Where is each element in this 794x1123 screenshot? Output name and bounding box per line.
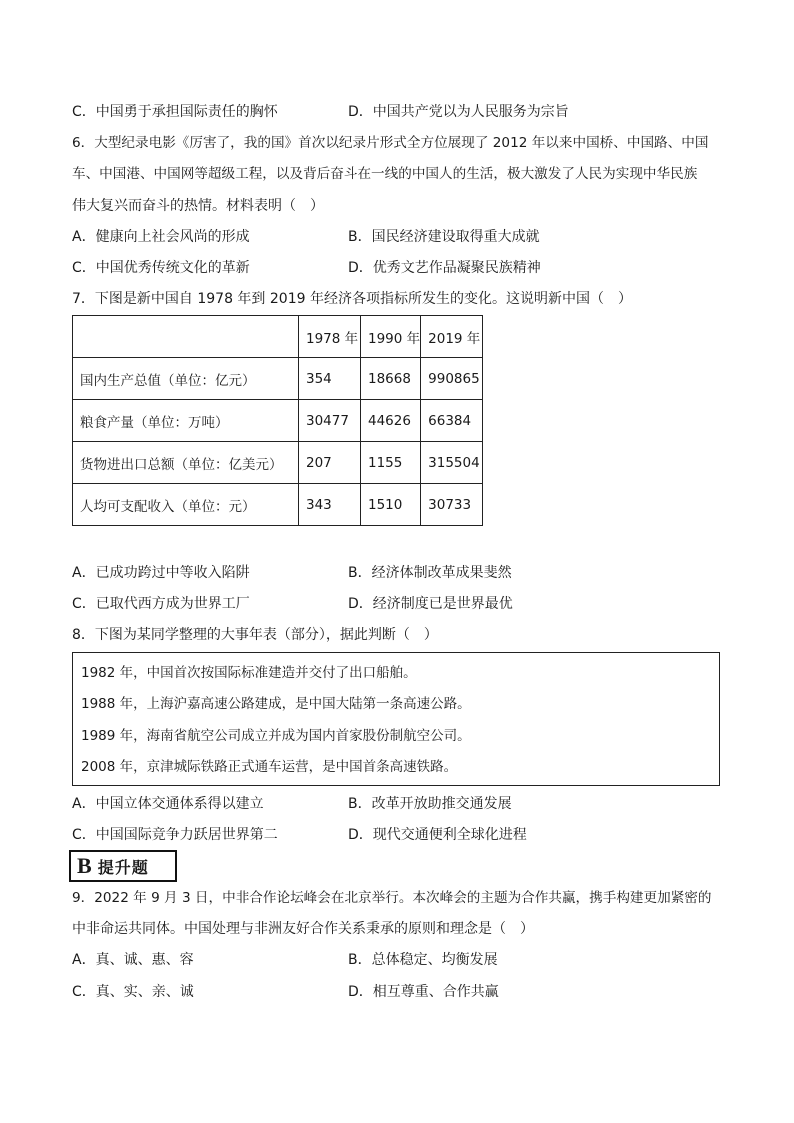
q6-stem-line3: 伟大复兴而奋斗的热情。材料表明（ ） xyxy=(72,198,324,214)
table-cell: 207 xyxy=(299,442,361,484)
section-b-badge xyxy=(69,850,177,882)
q7-option-d: D．经济制度已是世界最优 xyxy=(348,596,513,612)
q9-option-c: C．真、实、亲、诚 xyxy=(72,984,194,1000)
q8-stem: 8．下图为某同学整理的大事年表（部分），据此判断（ ） xyxy=(72,627,438,643)
table-header-cell: 1978 年 xyxy=(299,316,361,358)
timeline-box xyxy=(72,652,720,786)
table-header-row xyxy=(73,316,483,358)
table-cell: 货物进出口总额（单位：亿美元） xyxy=(73,442,299,484)
table-cell: 粮食产量（单位：万吨） xyxy=(73,400,299,442)
timeline-event: 1989 年，海南省航空公司成立并成为国内首家股份制航空公司。 xyxy=(81,728,471,744)
q9-option-b: B．总体稳定、均衡发展 xyxy=(348,952,498,968)
q5-option-d: D．中国共产党以为人民服务为宗旨 xyxy=(348,104,569,120)
q7-stem: 7．下图是新中国自 1978 年到 2019 年经济各项指标所发生的变化。这说明新中国（ ） xyxy=(72,291,632,307)
q8-option-d: D．现代交通便利全球化进程 xyxy=(348,827,527,843)
table-cell: 315504 xyxy=(421,442,483,484)
table-cell: 国内生产总值（单位：亿元） xyxy=(73,358,299,400)
q8-option-b: B．改革开放助推交通发展 xyxy=(348,796,512,812)
q6-stem-line2: 车、中国港、中国网等超级工程，以及背后奋斗在一线的中国人的生活，极大激发了人民为实现中华民族 xyxy=(72,166,698,182)
table-cell: 30477 xyxy=(299,400,361,442)
economic-indicators-table xyxy=(72,315,483,526)
q6-option-a: A．健康向上社会风尚的形成 xyxy=(72,229,250,245)
table-cell: 44626 xyxy=(361,400,421,442)
table-cell: 30733 xyxy=(421,484,483,526)
section-b-label: 提升题 xyxy=(97,857,149,877)
table-cell: 人均可支配收入（单位：元） xyxy=(73,484,299,526)
q6-option-c: C．中国优秀传统文化的革新 xyxy=(72,260,250,276)
table-cell: 354 xyxy=(299,358,361,400)
q9-stem-line2: 中非命运共同体。中国处理与非洲友好合作关系秉承的原则和理念是（ ） xyxy=(72,921,534,937)
table-cell: 343 xyxy=(299,484,361,526)
table-row xyxy=(73,484,483,526)
table-header-cell: 1990 年 xyxy=(361,316,421,358)
table-row xyxy=(73,358,483,400)
q6-option-b: B．国民经济建设取得重大成就 xyxy=(348,229,540,245)
q9-option-d: D．相互尊重、合作共赢 xyxy=(348,984,499,1000)
table-header-cell xyxy=(73,316,299,358)
table-cell: 66384 xyxy=(421,400,483,442)
q5-option-c: C．中国勇于承担国际责任的胸怀 xyxy=(72,104,278,120)
q6-option-d: D．优秀文艺作品凝聚民族精神 xyxy=(348,260,541,276)
table-cell: 1510 xyxy=(361,484,421,526)
timeline-event: 1982 年，中国首次按国际标准建造并交付了出口船舶。 xyxy=(81,665,417,681)
q9-option-a: A．真、诚、惠、容 xyxy=(72,952,194,968)
timeline-event: 2008 年，京津城际铁路正式通车运营，是中国首条高速铁路。 xyxy=(81,759,458,775)
q7-option-b: B．经济体制改革成果斐然 xyxy=(348,565,512,581)
table-cell: 990865 xyxy=(421,358,483,400)
table-row xyxy=(73,442,483,484)
table-header-cell: 2019 年 xyxy=(421,316,483,358)
q8-option-a: A．中国立体交通体系得以建立 xyxy=(72,796,264,812)
table-cell: 18668 xyxy=(361,358,421,400)
q8-option-c: C．中国国际竞争力跃居世界第二 xyxy=(72,827,278,843)
table-cell: 1155 xyxy=(361,442,421,484)
q6-stem-line1: 6．大型纪录电影《厉害了，我的国》首次以纪录片形式全方位展现了 2012 年以来中国桥、中国路、中国 xyxy=(72,135,709,151)
timeline-event: 1988 年，上海沪嘉高速公路建成，是中国大陆第一条高速公路。 xyxy=(81,696,471,712)
table-row xyxy=(73,400,483,442)
q7-option-a: A．已成功跨过中等收入陷阱 xyxy=(72,565,250,581)
q7-option-c: C．已取代西方成为世界工厂 xyxy=(72,596,250,612)
section-b-letter: B xyxy=(77,853,92,878)
q9-stem-line1: 9．2022 年 9 月 3 日，中非合作论坛峰会在北京举行。本次峰会的主题为合作共赢，携手构建更加紧密的 xyxy=(72,890,712,906)
